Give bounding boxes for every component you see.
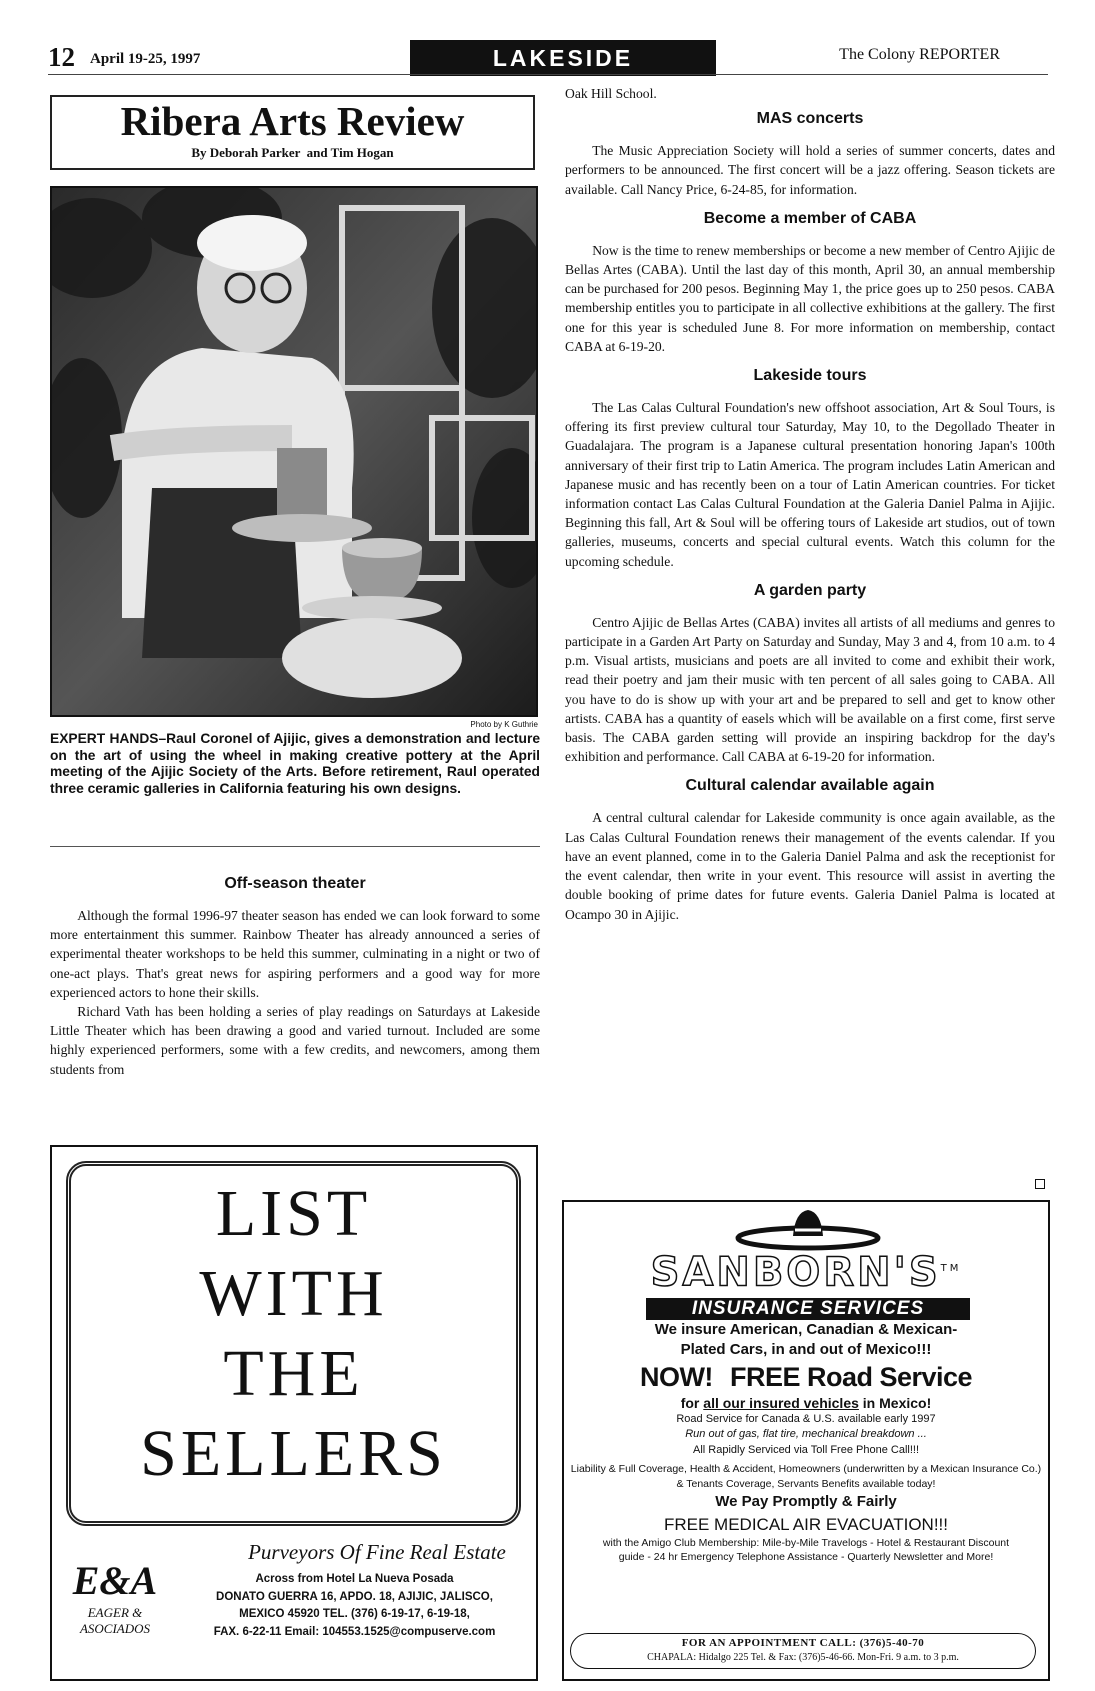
mas-paragraph: The Music Appreciation Society will hold a series of summer concerts, dates and performers to be announced. The first concert will be a jazz offering. Season tickets are available. Call Nancy Price, 6-24-85, for information. (565, 143, 1055, 197)
mas-heading: MAS concerts (756, 110, 864, 128)
garden-heading: A garden party (753, 581, 867, 599)
ad-line-6: All Rapidly Serviced via Toll Free Phone Call!!! (692, 1444, 919, 1456)
ad-inner-frame (66, 1161, 521, 1526)
review-byline: By Deborah Parker and Tim Hogan (191, 145, 394, 160)
appointment-pill (570, 1633, 1036, 1669)
photo-frame (50, 186, 538, 717)
brand-text: SANBORN'S (650, 1249, 941, 1296)
garden-paragraph: Centro Ajijic de Bellas Artes (CABA) invites all artists of all mediums and genres to participate in a Garden Art Party on Saturday and Sunday, May 3 and 4, from 10 a.m. to 4 p.m. Visual artists, musicians and poets are all invited to come and exhibit their work, read their poetry and jam their music with ten percent of all sales going to CABA. All you have to do is show up with your art and be prepared to sell and get to know other artists. CABA has a quantity of easels which will be available on a first come, first serve basis. The CABA garden setting will provide an inspiring backdrop for the day's exhibition and performance. Call CABA at 6-19-20 for information. (565, 614, 1055, 765)
photo-credit: Photo by K Guthrie (470, 720, 538, 729)
ad-line-5: Run out of gas, flat tire, mechanical breakdown ... (685, 1428, 927, 1440)
ad-line-2: Plated Cars, in and out of Mexico!!! (680, 1341, 932, 1358)
page-number: 12 (48, 42, 75, 72)
ad-line-sellers: SELLERS (140, 1417, 447, 1490)
insurance-banner (646, 1298, 970, 1320)
ad-tagline: Purveyors Of Fine Real Estate (248, 1540, 506, 1564)
ad-line-3-underline: all our insured vehicles (703, 1395, 859, 1411)
continued-text: Oak Hill School. (565, 86, 657, 101)
right-column (565, 84, 1055, 924)
divider (50, 846, 540, 847)
issue-date: April 19-25, 1997 (90, 51, 201, 67)
ad-line-list: LIST (215, 1177, 372, 1250)
insurance-ad (562, 1200, 1050, 1681)
free-road-label: FREE Road Service (729, 1362, 973, 1392)
photo-caption: EXPERT HANDS–Raul Coronel of Ajijic, gives a demonstration and lecture on the art of using the wheel in making creative pottery at the April meeting of the Ajijic Society of the Arts. Before retirement, Raul operated three ceramic galleries in California featuring his own designs. (50, 731, 540, 796)
ad-address-2: DONATO GUERRA 16, APDO. 18, AJIJIC, JALISCO, (216, 1590, 493, 1603)
section-banner (410, 40, 716, 76)
theater-article (50, 875, 540, 1079)
calendar-paragraph: A central cultural calendar for Lakeside community is once again available, as the Las Calas Cultural Foundation renews their management of the events calendar. If you have an event planned, come in to the Galeria Daniel Palma and ask the receptionist for the event calendar, then write in your event. This resource will assist in averting the double booking of prime dates for future events. Galeria Daniel Palma is located at Ocampo 30 in Ajijic. (565, 810, 1055, 922)
end-mark-icon (1035, 1179, 1045, 1189)
ea-logo-name: EAGER & ASOCIADOS (79, 1605, 151, 1636)
theater-heading: Off-season theater (224, 875, 366, 892)
ad-address (177, 1571, 532, 1641)
real-estate-ad (50, 1145, 538, 1681)
review-title-box (50, 95, 535, 170)
caba-heading: Become a member of CABA (703, 209, 917, 227)
ad-line-3 (568, 1394, 1044, 1412)
section-name: LAKESIDE (492, 44, 634, 71)
review-title: Ribera Arts Review (120, 98, 465, 144)
appointment-line: FOR AN APPOINTMENT CALL: (376)5-40-70 (681, 1637, 925, 1649)
ad-line-1: We insure American, Canadian & Mexican- (654, 1321, 958, 1338)
ad-address-1: Across from Hotel La Nueva Posada (255, 1573, 454, 1585)
ad-address-4: FAX. 6-22-11 Email: 104553.1525@compuserve.com (213, 1625, 496, 1638)
ea-logo (60, 1557, 170, 1637)
free-road-service (568, 1360, 1044, 1394)
potter-photo (52, 188, 536, 715)
trademark: TM (940, 1263, 962, 1274)
chapala-line: CHAPALA: Hidalgo 225 Tel. & Fax: (376)5-46-66. Mon-Fri. 9 a.m. to 3 p.m. (647, 1652, 959, 1663)
ad-line-the: THE (223, 1337, 364, 1410)
header-rule (48, 74, 1048, 75)
now-label: NOW! (639, 1362, 713, 1392)
ad-line-4: Road Service for Canada & U.S. available early 1997 (676, 1413, 936, 1425)
paper-name: The Colony REPORTER (839, 46, 1000, 63)
ad-line-3-pre: for (680, 1395, 704, 1411)
ad-line-8: We Pay Promptly & Fairly (715, 1493, 897, 1510)
theater-paragraph-1: Although the formal 1996-97 theater season has ended we can look forward to some more entertainment this summer. Rainbow Theater has already announced a series of experimental theater workshops to be held this summer, culminating in a night or two of one-act plays. That's great news for aspiring performers and a good way for more experienced actors to hone their skills. (50, 908, 540, 1000)
caba-paragraph: Now is the time to renew memberships or become a new member of Centro Ajijic de Bellas Artes (CABA). Until the last day of this month, April 30, an annual membership can be purchased for 200 pesos. Beginning May 1, the price goes up to 250 pesos. CABA membership entitles you to participate in all collective exhibitions at the gallery. The first one for this year is scheduled June 8. For more information on membership, contact CABA at 6-19-20. (565, 242, 1055, 354)
theater-paragraph-2: Richard Vath has been holding a series of play readings on Saturdays at Lakeside Little Theater which has been drawing a good and varied turnout. Included are some highly experienced performers, some with a few credits, and newcomers, among them students from (50, 1004, 540, 1077)
ad-line-10: with the Amigo Club Membership: Mile-by-Mile Travelogs - Hotel & Restaurant Discount guide - 24 hr Emergency Telephone Assistance - Quarterly Newsletter and More! (602, 1537, 1010, 1563)
ad-copy (568, 1320, 1044, 1564)
ad-line-9: FREE MEDICAL AIR EVACUATION!!! (663, 1515, 948, 1534)
ad-line-with: WITH (199, 1257, 388, 1330)
ad-line-7: Liability & Full Coverage, Health & Accident, Homeowners (underwritten by a Mexican Insurance Co.) & Tenants Coverage, Servants Benefits available today! (570, 1463, 1042, 1490)
masthead (48, 40, 1048, 80)
calendar-heading: Cultural calendar available again (685, 777, 935, 795)
tours-heading: Lakeside tours (753, 367, 867, 385)
brand-name (564, 1246, 1048, 1295)
insurance-banner-text: INSURANCE SERVICES (691, 1298, 925, 1319)
ad-address-3: MEXICO 45920 TEL. (376) 6-19-17, 6-19-18, (239, 1608, 470, 1620)
ad-line-3-post: in Mexico! (858, 1395, 932, 1411)
tours-paragraph: The Las Calas Cultural Foundation's new offshoot association, Art & Soul Tours, is offering its first preview cultural tour Saturday, May 10, to the Degollado Theater in Guadalajara. The program is a Japanese cultural presentation honoring Japan's 100th anniversary of their first trip to Latin America. The program includes Latin American and Japanese music and has recently been on a tour of Latin American countries. For ticket information contact Las Calas Cultural Foundation at the Galeria Daniel Palma in Ajijic. Beginning this fall, Art & Soul will be offering tours of Lakeside art studios, out of town galleries, museums, concerts and special cultural events. Watch this column for the upcoming schedule. (565, 400, 1055, 569)
ea-logo-letters: E&A (72, 1558, 158, 1603)
